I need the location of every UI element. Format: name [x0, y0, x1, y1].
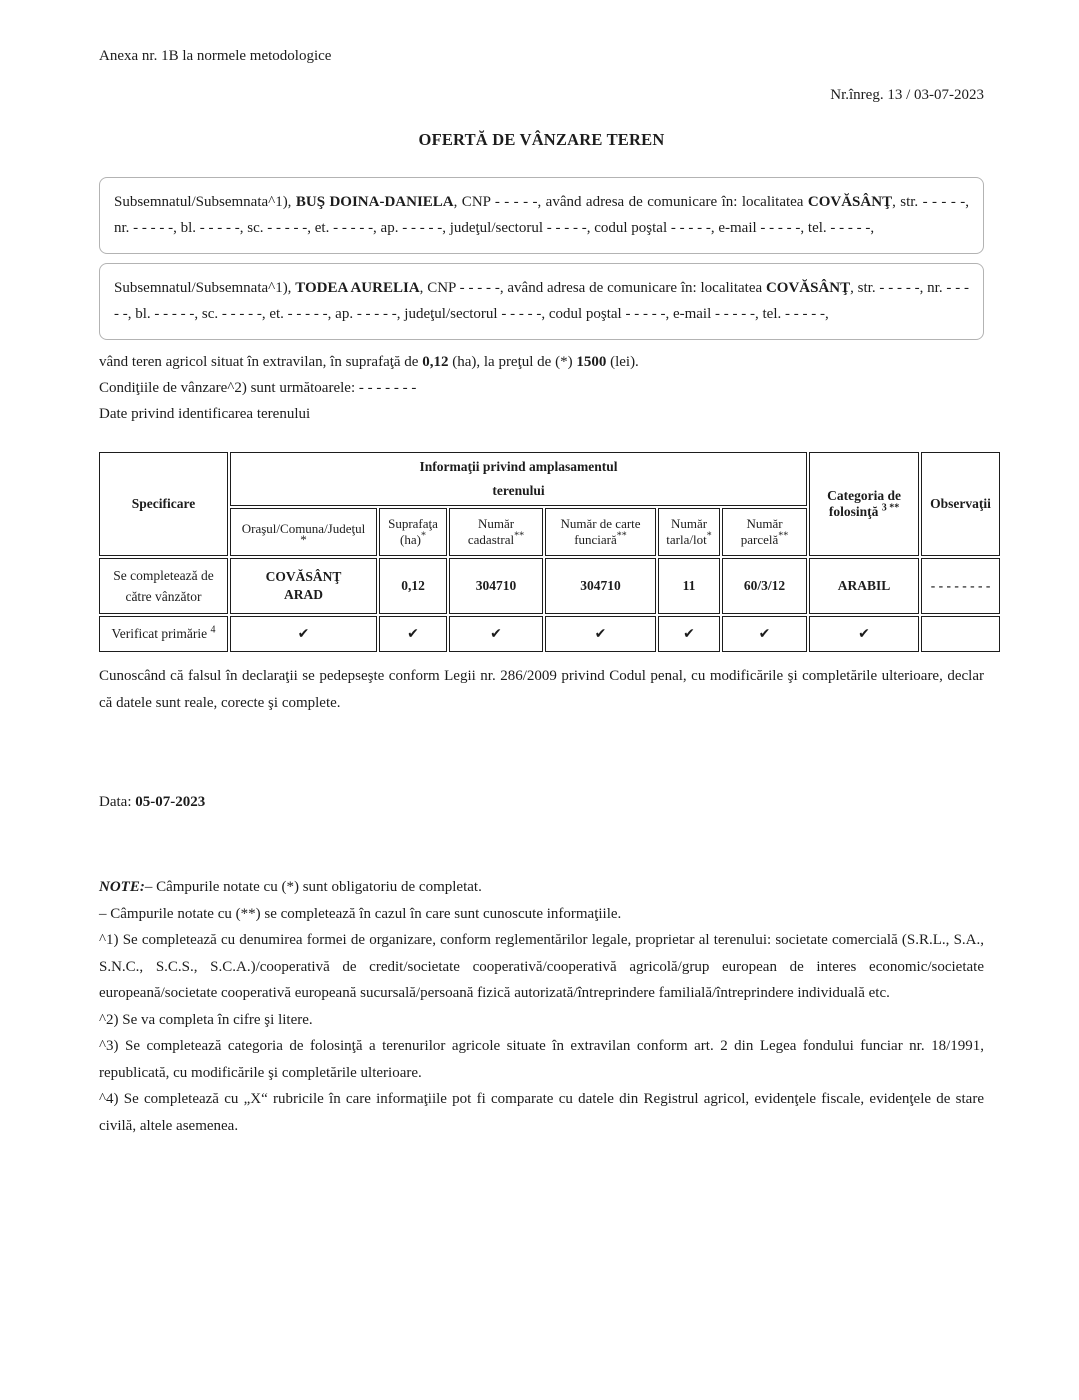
note-double-asterisk: – Câmpurile notate cu (**) se completează în cazul în care sunt cunoscute informaţiile. [99, 905, 622, 922]
cell-locality: COVĂSÂNŢ ARAD [230, 558, 377, 614]
footnote-2: ^2) Se va completa în cifre şi litere. [99, 1011, 313, 1028]
land-identification-heading: Date privind identificarea terenului [99, 406, 311, 422]
check-icon: ✔ [545, 616, 656, 652]
col-header-observatii: Observaţii [921, 452, 1000, 556]
footnote-4: ^4) Se completează cu „X“ rubricile în care informaţiile pot fi comparate cu datele din Registrul agricol, evidenţele fiscale, evidenţele de stare civilă, altele asemenea. [99, 1091, 984, 1134]
cell-observatii: - - - - - - - - [921, 558, 1000, 614]
table-row-seller-data [99, 558, 1000, 614]
check-icon: ✔ [379, 616, 447, 652]
col-header-parcela: Număr parcelă** [722, 508, 807, 556]
sale-statement: vând teren agricol situat în extravilan, în suprafaţă de 0,12 (ha), la preţul de (*) 1500 (lei). [99, 354, 639, 370]
seller-1-text: Subsemnatul/Subsemnata^1), BUŞ DOINA-DANIELA, CNP - - - - -, având adresa de comunicare în: localitatea COVĂSÂNŢ, str. - - - - -, nr. - - - - -, bl. - - - - -, sc. - - - - -, et. - - - - -, ap. - - - - -, judeţul/sectorul - - - - -, codul poştal - - - - -, e-mail - - - - -, tel. - - - - -, [114, 194, 969, 236]
date-value: 05-07-2023 [135, 794, 206, 810]
footnote-3: ^3) Se completează categoria de folosinţă a terenurilor agricole situate în extravilan conform art. 2 din Legea fondului funciar nr. 18/1991, republicată, cu modificările şi completările ulterioare. [99, 1038, 984, 1081]
annex-label: Anexa nr. 1B la normele metodologice [99, 48, 332, 64]
col-header-suprafata: Suprafaţa (ha)* [379, 508, 447, 556]
col-header-specificare: Specificare [99, 452, 228, 556]
date-line [99, 794, 984, 811]
col-header-tarla-lot: Număr tarla/lot* [658, 508, 720, 556]
seller-box-2 [99, 263, 984, 340]
seller-2-text: Subsemnatul/Subsemnata^1), TODEA AURELIA, CNP - - - - -, având adresa de comunicare în: localitatea COVĂSÂNŢ, str. - - - - -, nr. - - - - -, bl. - - - - -, sc. - - - - -, et. - - - - -, ap. - - - - -, judeţul/sectorul - - - - -, codul poştal - - - - -, e-mail - - - - -, tel. - - - - -, [114, 280, 969, 322]
check-icon: ✔ [230, 616, 377, 652]
cell-suprafata: 0,12 [379, 558, 447, 614]
check-icon: ✔ [722, 616, 807, 652]
col-header-carte-funciara: Număr de carte funciară** [545, 508, 656, 556]
oras-footnote-mark: * [300, 531, 307, 547]
cell-numar-cadastral: 304710 [449, 558, 543, 614]
declaration-paragraph: Cunoscând că falsul în declaraţii se pedepseşte conform Legii nr. 286/2009 privind Codul penal, cu modificările şi completările ulterioare, declar că datele sunt reale, corecte şi complete. [99, 668, 984, 711]
col-header-oras-comuna-judet: Oraşul/Comuna/Judeţul * [230, 508, 377, 556]
notes-section [99, 874, 984, 1139]
verify-footnote-mark: 4 [210, 624, 216, 636]
col-header-categoria: Categoria de folosinţă $^{3 **}$ [809, 452, 919, 556]
seller-row-label: Se completează de către vânzător [99, 558, 228, 614]
col-header-numar-cadastral: Număr cadastral** [449, 508, 543, 556]
cell-carte-funciara: 304710 [545, 558, 656, 614]
verify-observatii-empty [921, 616, 1000, 652]
cell-tarla-lot: 11 [658, 558, 720, 614]
date-label: Data: [99, 794, 136, 810]
check-icon: ✔ [449, 616, 543, 652]
cell-parcela: 60/3/12 [722, 558, 807, 614]
seller-box-1 [99, 177, 984, 254]
table-row-verify [99, 616, 1000, 652]
check-icon: ✔ [809, 616, 919, 652]
categoria-footnote-mark: 3 ** [881, 502, 900, 514]
note-heading: NOTE:– Câmpurile notate cu (*) sunt obligatoriu de completat. [99, 879, 482, 895]
page-title: OFERTĂ DE VÂNZARE TEREN [418, 130, 665, 149]
col-header-amplasament: Informaţii privind amplasamentul terenului [230, 452, 807, 506]
check-icon: ✔ [658, 616, 720, 652]
registration-number: Nr.înreg. 13 / 03-07-2023 [830, 87, 984, 103]
cell-categoria: ARABIL [809, 558, 919, 614]
land-identification-table [97, 450, 1002, 654]
sale-conditions: Condiţiile de vânzare^2) sunt următoarele: - - - - - - - [99, 380, 417, 396]
footnote-1: ^1) Se completează cu denumirea formei de organizare, conform reglementărilor legale, proprietar al terenului: societate comercială (S.R.L., S.A., S.N.C., S.C.S., S.C.A.)/cooperativă de credit/societate cooperativă/cooperativă agricolă/grup european de interes economic/societate europeană/societate cooperativă europeană sucursală/persoană fizică autorizată/întreprindere familială/întreprindere individuală etc. [99, 932, 984, 1001]
verify-row-label: Verificat primărie $^4$ [99, 616, 228, 652]
